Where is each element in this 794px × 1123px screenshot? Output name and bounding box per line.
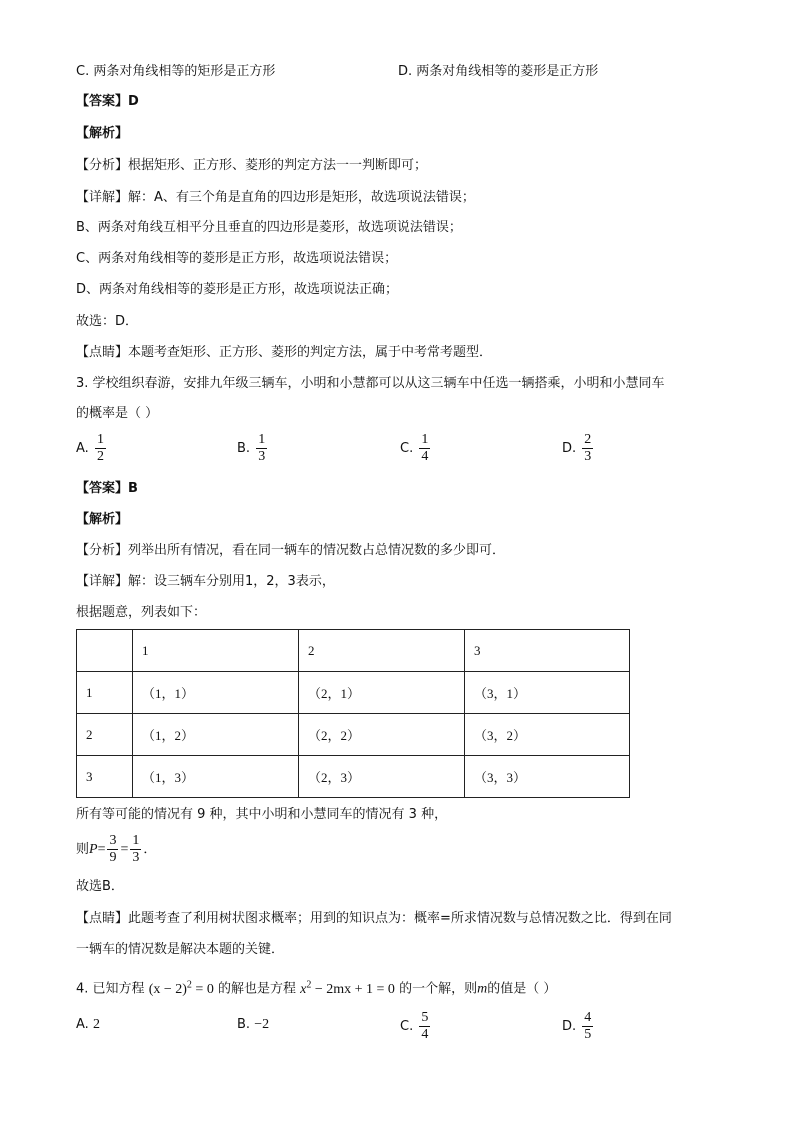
table-cell: （2，1） [299,672,465,714]
table-cell: （1，1） [133,672,299,714]
summary-line: 所有等可能的情况有 9 种，其中小明和小慧同车的情况有 3 种， [76,807,448,822]
table-cell: 2 [299,630,465,672]
fraction: $\frac{4}{5}$ [584,1010,592,1042]
table-row [77,714,630,756]
table-row [77,756,630,798]
question-stem: 3. 学校组织春游，安排九年级三辆车，小明和小慧都可以从这三辆车中任选一辆搭乘，小明和小慧同车 [76,376,665,391]
option-d: D. 两条对角线相等的菱形是正方形 [398,64,599,79]
fraction: $\frac{2}{3}$ [584,432,592,464]
table-cell: （1，2） [133,714,299,756]
detail-line: 根据题意，列表如下： [76,605,207,620]
fraction: $\frac{1}{3}$ [132,833,140,865]
detail-line: D、两条对角线相等的菱形是正方形，故选项说法正确； [76,282,399,297]
option-b: B. $\frac{1}{3}$ [237,432,266,464]
analysis-heading: 【解析】 [76,512,129,527]
detail-line: 【详解】解：设三辆车分别用1，2，3表示， [76,574,335,589]
fraction: $\frac{5}{4}$ [421,1010,429,1042]
fraction: $\frac{1}{2}$ [96,432,104,464]
comment-line: 【点睛】本题考查矩形、正方形、菱形的判定方法，属于中考常考题型． [76,345,493,360]
comment-line: 一辆车的情况数是解决本题的关键． [76,942,285,957]
detail-line: B、两条对角线互相平分且垂直的四边形是菱形，故选项说法错误； [76,220,462,235]
option-a: A. 2 [76,1017,100,1032]
answer-label: 【答案】B [76,481,138,496]
detail-line: C、两条对角线相等的菱形是正方形，故选项说法错误； [76,251,398,266]
answer-label: 【答案】D [76,94,139,109]
table-cell: 3 [77,756,133,798]
table-cell: （3，3） [465,756,630,798]
fraction: $\frac{1}{4}$ [421,432,429,464]
detail-line: 【详解】解：A、有三个角是直角的四边形是矩形，故选项说法错误； [76,190,475,205]
option-c: C. $\frac{5}{4}$ [400,1010,429,1042]
table-cell: 1 [77,672,133,714]
fraction: $\frac{1}{3}$ [258,432,266,464]
choose-line: 故选B． [76,879,124,894]
table-cell: （1，3） [133,756,299,798]
table-row [77,672,630,714]
equation: $(x - 2)^2 = 0$ [148,979,214,997]
table-cell: 2 [77,714,133,756]
question-stem: 4. 已知方程 $(x - 2)^2 = 0$ 的解也是方程 $x^2 - 2mx + 1 = 0$ 的一个解，则m的值是（ ） [76,979,557,997]
comment-line: 【点睛】此题考查了利用树状图求概率；用到的知识点为：概率=所求情况数与总情况数之比．得到在同 [76,911,672,926]
table-cell: （2，3） [299,756,465,798]
option-c: C. 两条对角线相等的矩形是正方形 [76,64,276,79]
table-cell: （3，2） [465,714,630,756]
fraction: $\frac{3}{9}$ [109,833,117,865]
option-b: B. −2 [237,1017,270,1032]
question-stem: 的概率是（ ） [76,406,159,421]
option-d: D. $\frac{2}{3}$ [562,432,592,464]
analysis-text: 【分析】列举出所有情况，看在同一辆车的情况数占总情况数的多少即可． [76,543,506,558]
table-cell: 3 [465,630,630,672]
probability-line: 则P= $\frac{3}{9}$ = $\frac{1}{3}$ ． [76,833,157,865]
table-header-row [77,630,630,672]
option-a: A. $\frac{1}{2}$ [76,432,104,464]
analysis-text: 【分析】根据矩形、正方形、菱形的判定方法一一判断即可； [76,158,428,173]
choose-line: 故选：D． [76,314,139,329]
outcome-table [76,629,630,798]
analysis-heading: 【解析】 [76,126,129,141]
table-cell [77,630,133,672]
table-cell: 1 [133,630,299,672]
equation: $x^2 - 2mx + 1 = 0$ [300,979,395,997]
table-cell: （3，1） [465,672,630,714]
option-c: C. $\frac{1}{4}$ [400,432,429,464]
table-cell: （2，2） [299,714,465,756]
option-d: D. $\frac{4}{5}$ [562,1010,592,1042]
